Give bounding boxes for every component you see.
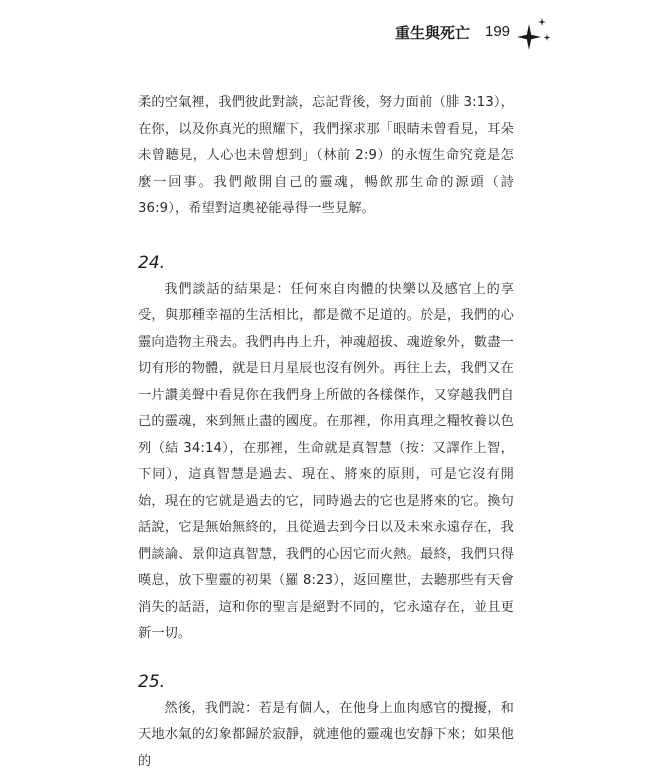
running-header bbox=[395, 22, 565, 52]
section-number-24: 24. bbox=[138, 253, 514, 273]
section-24-paragraph: 我們談話的結果是：任何來自肉體的快樂以及感官上的享受，與那種幸福的生活相比，都是微不足道的。於是，我們的心靈向造物主飛去。我們冉冉上升，神魂超拔、魂遊象外，數盡一切有形的物體，就是日月星辰也沒有例外。再往上去，我們又在一片讚美聲中看見你在我們身上所做的各樣傑作，又穿越我們自己的靈魂，來到無止盡的國度。在那裡，你用真理之糧牧養以色列（結 34:14），在那裡，生命就是真智慧（按：又譯作上智，下同），這真智慧是過去、現在、將來的原則，可是它沒有開始，現在的它就是過去的它，同時過去的它也是將來的它。換句話說，它是無始無終的，且從過去到今日以及未來永遠存在，我們談論、景仰這真智慧，我們的心因它而火熱。最終，我們只得嘆息，放下聖靈的初果（羅 8:23），返回塵世，去聽那些有天會消失的話語，這和你的聖言是絕對不同的，它永遠存在，並且更新一切。 bbox=[138, 277, 514, 648]
body-text bbox=[138, 90, 514, 775]
intro-paragraph: 柔的空氣裡，我們彼此對談，忘記背後，努力面前（腓 3:13），在你，以及你真光的照耀下，我們探求那「眼睛未曾看見，耳朵未曾聽見，人心也未曾想到」（林前 2:9）的永恆生命究竟是怎麼一回事。我們敞開自己的靈魂，暢飲那生命的源頭（詩 36:9），希望對這奧祕能尋得一些見解。 bbox=[138, 90, 514, 223]
sparkle-icon bbox=[513, 16, 553, 56]
page-number: 199 bbox=[485, 23, 510, 40]
section-25-paragraph: 然後，我們說：若是有個人，在他身上血肉感官的攪擾，和天地水氣的幻象都歸於寂靜，就連他的靈魂也安靜下來；如果他的 bbox=[138, 696, 514, 775]
section-number-25: 25. bbox=[138, 672, 514, 692]
chapter-title: 重生與死亡 bbox=[395, 22, 470, 43]
